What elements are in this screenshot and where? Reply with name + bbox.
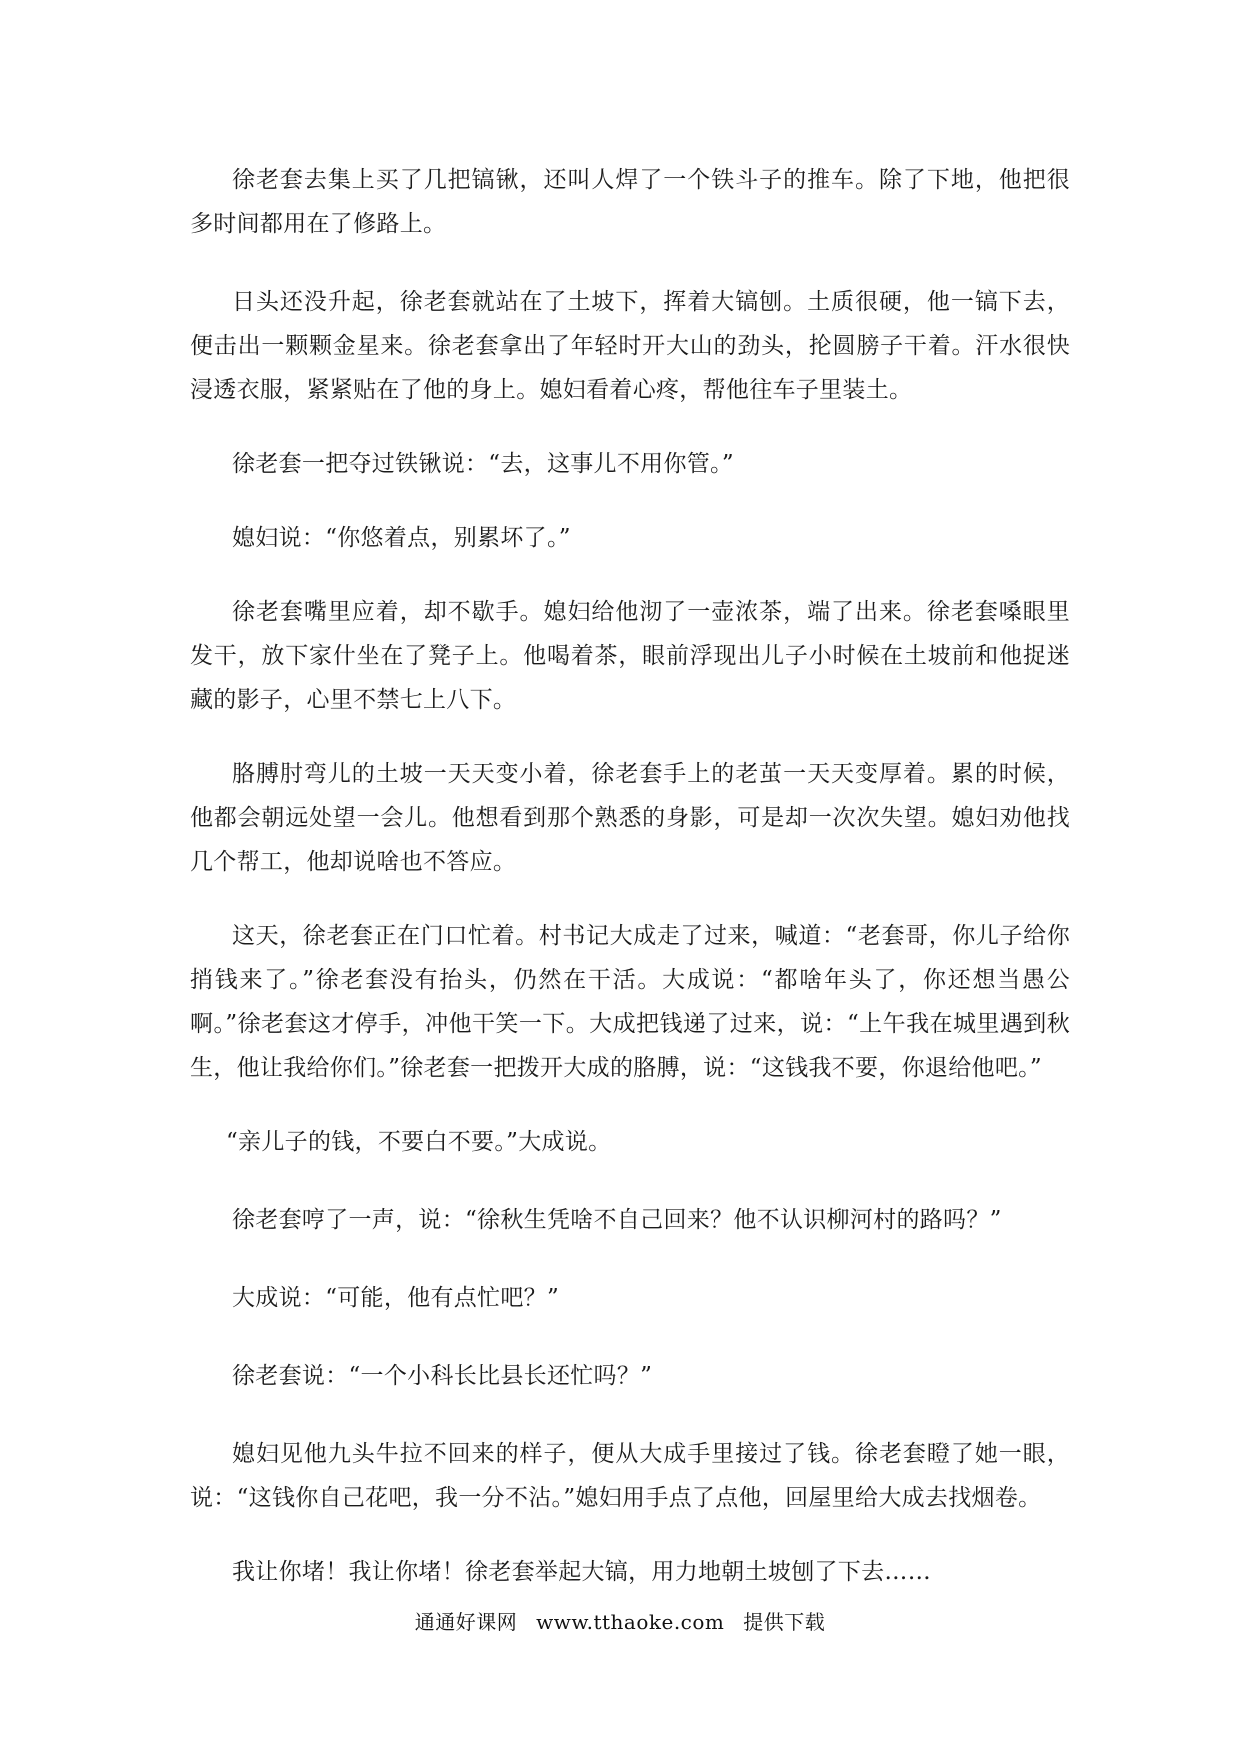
paragraph: 媳妇见他九头牛拉不回来的样子，便从大成手里接过了钱。徐老套瞪了她一眼，说：“这钱你自己花吧，我一分不沾。”媳妇用手点了点他，回屋里给大成去找烟卷。 — [190, 1441, 1070, 1511]
paragraph: 徐老套嘴里应着，却不歇手。媳妇给他沏了一壶浓茶，端了出来。徐老套嗓眼里发干，放下家什坐在了凳子上。他喝着茶，眼前浮现出儿子小时候在土坡前和他捉迷藏的影子，心里不禁七上八下。 — [190, 599, 1070, 713]
paragraph: 徐老套说：“一个小科长比县长还忙吗？” — [232, 1363, 653, 1389]
paragraph: 胳膊肘弯儿的土坡一天天变小着，徐老套手上的老茧一天天变厚着。累的时候，他都会朝远处望一会儿。他想看到那个熟悉的身影，可是却一次次失望。媳妇劝他找几个帮工，他却说啥也不答应。 — [190, 761, 1070, 875]
paragraph: 日头还没升起，徐老套就站在了土坡下，挥着大镐刨。土质很硬，他一镐下去，便击出一颗颗金星来。徐老套拿出了年轻时开大山的劲头，抡圆膀子干着。汗水很快浸透衣服，紧紧贴在了他的身上。媳妇看着心疼，帮他往车子里装土。 — [190, 289, 1070, 403]
footer-suffix: 提供下载 — [743, 1610, 826, 1634]
paragraph: 徐老套哼了一声，说：“徐秋生凭啥不自己回来？他不认识柳河村的路吗？” — [232, 1207, 1002, 1233]
paragraph: 徐老套去集上买了几把镐锹，还叫人焊了一个铁斗子的推车。除了下地，他把很多时间都用在了修路上。 — [190, 167, 1070, 237]
footer-url: www.tthaoke.com — [536, 1610, 725, 1634]
paragraph: 这天，徐老套正在门口忙着。村书记大成走了过来，喊道：“老套哥，你儿子给你捎钱来了。”徐老套没有抬头，仍然在干活。大成说：“都啥年头了，你还想当愚公啊。”徐老套这才停手，冲他干笑一下。大成把钱递了过来，说：“上午我在城里遇到秋生，他让我给你们。”徐老套一把拨开大成的胳膊，说：“这钱我不要，你退给他吧。” — [190, 923, 1070, 1081]
paragraph: 我让你堵！我让你堵！徐老套举起大镐，用力地朝土坡刨了下去…… — [232, 1559, 931, 1585]
paragraph: 徐老套一把夺过铁锹说：“去，这事儿不用你管。” — [232, 451, 734, 477]
paragraph: 大成说：“可能，他有点忙吧？” — [232, 1285, 560, 1311]
paragraph: 媳妇说：“你悠着点，别累坏了。” — [232, 525, 571, 551]
paragraph: “亲儿子的钱，不要白不要。”大成说。 — [226, 1129, 612, 1155]
page-footer — [0, 1606, 1240, 1635]
document-body — [190, 158, 1070, 1594]
footer-site-name: 通通好课网 — [414, 1610, 518, 1634]
